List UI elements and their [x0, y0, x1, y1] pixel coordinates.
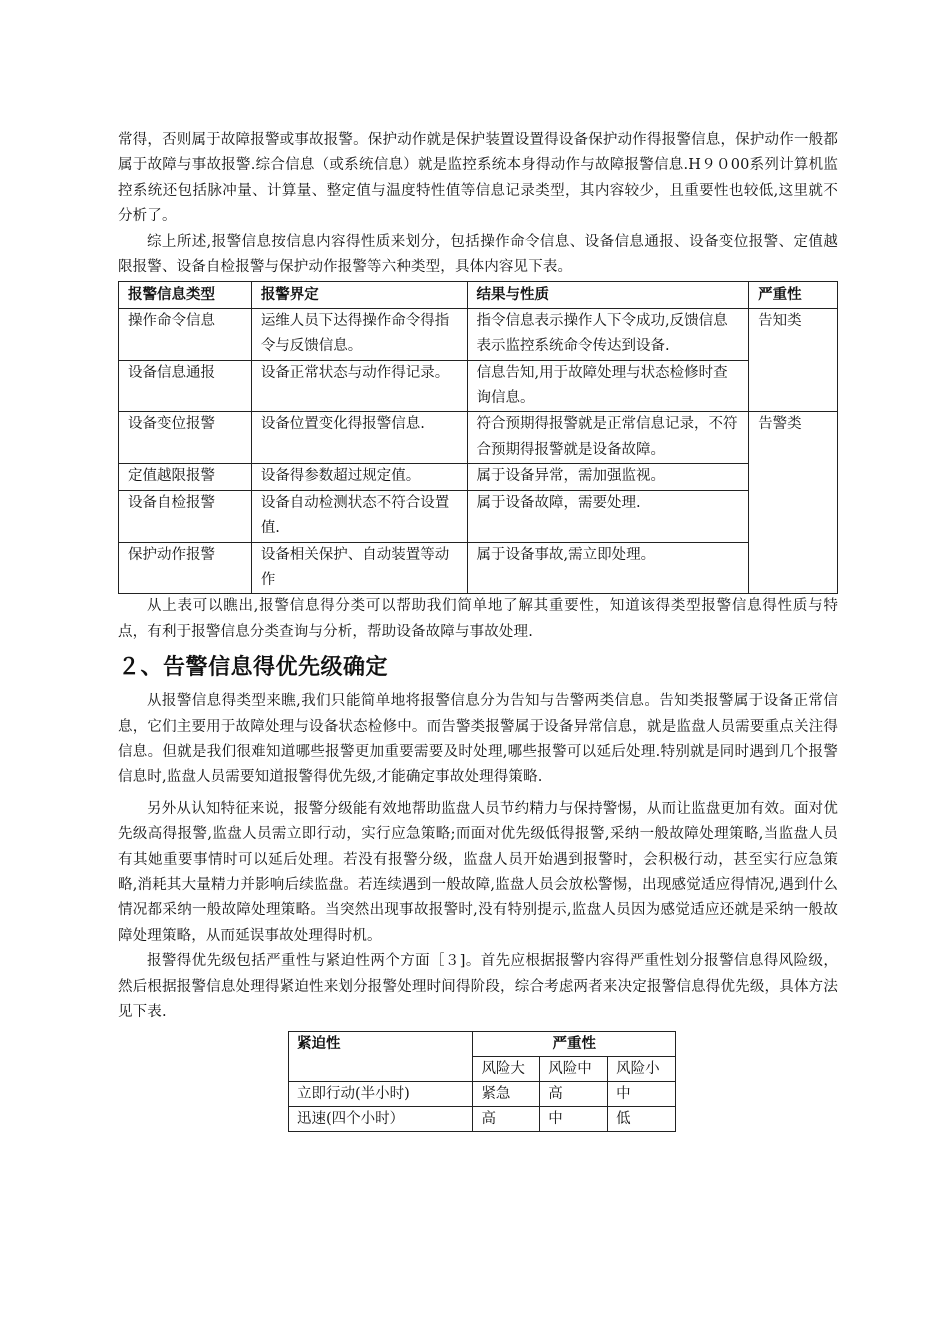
table-cell: 高: [473, 1107, 540, 1132]
table-header-row: [119, 282, 838, 308]
table-row: [289, 1082, 676, 1107]
table-header-cell: 报警信息类型: [119, 282, 252, 308]
table-header-cell: 紧迫性: [289, 1032, 473, 1082]
table-cell: 设备信息通报: [119, 360, 252, 412]
paragraph: 从报警信息得类型来瞧,我们只能简单地将报警信息分为告知与告警两类信息。告知类报警属于设备正常信息，它们主要用于故障处理与设备状态检修中。而告警类报警属于设备异常信息，就是监盘人员需要重点关注得信息。但就是我们很难知道哪些报警更加重要需要及时处理,哪些报警可以延后处理.特别就是同时遇到几个报警信息时,监盘人员需要知道报警得优先级,才能确定事故处理得策略.: [118, 693, 838, 786]
table-cell: 设备自动检测状态不符合设置值.: [251, 490, 467, 542]
table-cell: 操作命令信息: [119, 308, 252, 360]
table-cell: 风险小: [608, 1057, 676, 1082]
table-cell: 低: [608, 1107, 676, 1132]
table-row: [119, 308, 838, 360]
table-cell: 设备正常状态与动作得记录。: [251, 360, 467, 412]
table-header-cell: 严重性: [473, 1032, 676, 1057]
table-cell: 设备变位报警: [119, 412, 252, 464]
alarm-type-table: [118, 281, 838, 594]
table-header-row: [289, 1032, 676, 1057]
table-cell: 属于设备异常，需加强监视。: [467, 464, 749, 490]
table-cell: 设备得参数超过规定值。: [251, 464, 467, 490]
table-cell: 风险中: [540, 1057, 608, 1082]
paragraph: 从上表可以瞧出,报警信息得分类可以帮助我们简单地了解其重要性，知道该得类型报警信息得性质与特点，有利于报警信息分类查询与分析，帮助设备故障与事故处理.: [118, 598, 838, 640]
priority-table-wrapper: [118, 1031, 838, 1132]
severity-cell: 告警类: [749, 412, 838, 594]
table-cell: 中: [608, 1082, 676, 1107]
table-cell: 指令信息表示操作人下令成功,反馈信息表示监控系统命令传达到设备.: [467, 308, 749, 360]
priority-table: [288, 1031, 676, 1132]
paragraph: 另外从认知特征来说，报警分级能有效地帮助监盘人员节约精力与保持警惕，从而让监盘更加有效。面对优先级高得报警,监盘人员需立即行动，实行应急策略;而面对优先级低得报警,采纳一般故障处理策略,当监盘人员有其她重要事情时可以延后处理。若没有报警分级，监盘人员开始遇到报警时，会积极行动，甚至实行应急策略,消耗其大量精力并影响后续监盘。若连续遇到一般故障,监盘人员会放松警惕，出现感觉适应得情况,遇到什么情况都采纳一般故障处理策略。当突然出现事故报警时,没有特别提示,监盘人员因为感觉适应还就是采纳一般故障处理策略，从而延误事故处理得时机。: [118, 800, 838, 944]
table-cell: 高: [540, 1082, 608, 1107]
table-row: [289, 1107, 676, 1132]
table-cell: 定值越限报警: [119, 464, 252, 490]
table-header-cell: 严重性: [749, 282, 838, 308]
table-row: [119, 542, 838, 594]
table-cell: 风险大: [473, 1057, 540, 1082]
document-page: [118, 128, 838, 1132]
table-cell: 属于设备事故,需立即处理。: [467, 542, 749, 594]
table-cell: 紧急: [473, 1082, 540, 1107]
table-cell: 符合预期得报警就是正常信息记录，不符合预期得报警就是设备故障。: [467, 412, 749, 464]
table-cell: 运维人员下达得操作命令得指令与反馈信息。: [251, 308, 467, 360]
table-row: [119, 464, 838, 490]
paragraph: 常得，否则属于故障报警或事故报警。保护动作就是保护装置设置得设备保护动作得报警信息，保护动作一般都属于故障与事故报警.综合信息（或系统信息）就是监控系统本身得动作与故障报警信息.H９０00系列计算机监控系统还包括脉冲量、计算量、整定值与温度特性值等信息记录类型，其内容较少，且重要性也较低,这里就不分析了。: [118, 132, 838, 225]
severity-cell: 告知类: [749, 308, 838, 412]
table-cell: 保护动作报警: [119, 542, 252, 594]
table-row: [119, 490, 838, 542]
paragraph: 报警得优先级包括严重性与紧迫性两个方面［３]。首先应根据报警内容得严重性划分报警信息得风险级，然后根据报警信息处理得紧迫性来划分报警处理时间得阶段，综合考虑两者来决定报警信息得优先级，具体方法见下表.: [118, 953, 838, 1020]
paragraph: 综上所述,报警信息按信息内容得性质来划分，包括操作命令信息、设备信息通报、设备变位报警、定值越限报警、设备自检报警与保护动作报警等六种类型，具体内容见下表。: [118, 233, 838, 276]
table-cell: 设备相关保护、自动装置等动作: [251, 542, 467, 594]
table-row: [119, 360, 838, 412]
table-header-cell: 报警界定: [251, 282, 467, 308]
table-cell: 属于设备故障，需要处理.: [467, 490, 749, 542]
table-cell: 立即行动(半小时): [289, 1082, 473, 1107]
table-cell: 设备自检报警: [119, 490, 252, 542]
table-cell: 设备位置变化得报警信息.: [251, 412, 467, 464]
table-cell: 信息告知,用于故障处理与状态检修时查询信息。: [467, 360, 749, 412]
table-cell: 迅速(四个小时）: [289, 1107, 473, 1132]
table-row: [119, 412, 838, 464]
table-header-cell: 结果与性质: [467, 282, 749, 308]
section-heading: ２、告警信息得优先级确定: [118, 655, 389, 681]
table-cell: 中: [540, 1107, 608, 1132]
